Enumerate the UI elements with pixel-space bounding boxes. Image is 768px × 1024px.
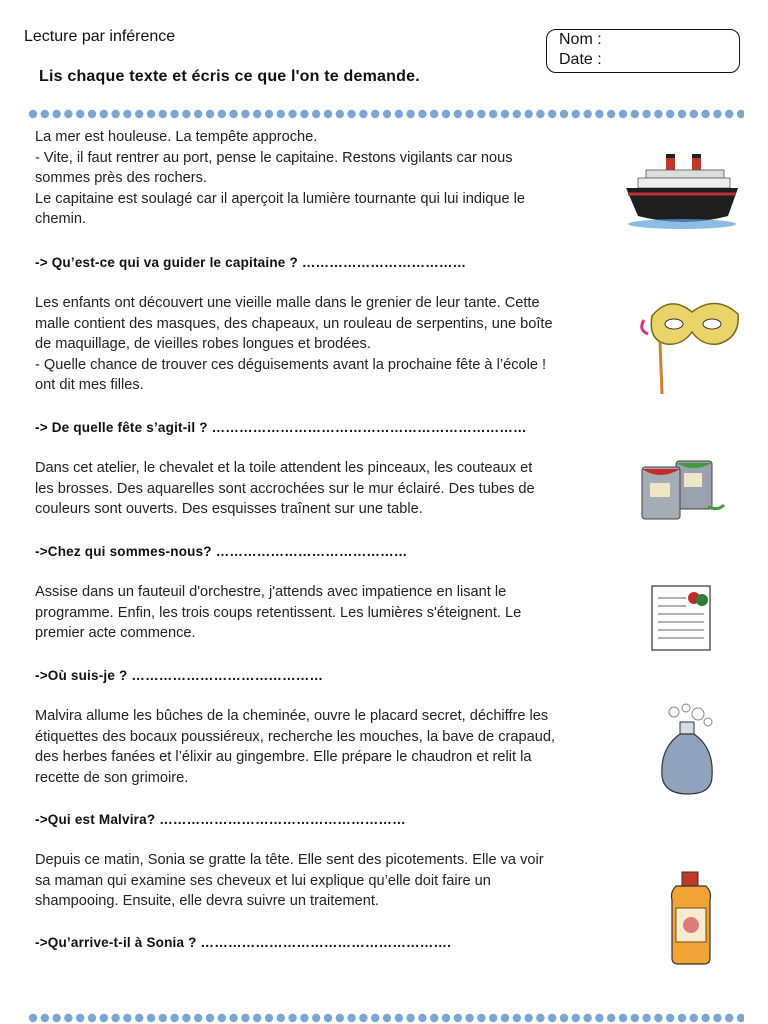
divider-dot bbox=[241, 110, 249, 118]
divider-dot bbox=[253, 110, 261, 118]
divider-dot bbox=[430, 1014, 438, 1022]
text-line: Assise dans un fauteuil d'orchestre, j'attends avec impatience en lisant le bbox=[35, 584, 507, 600]
divider-dot bbox=[182, 110, 190, 118]
divider-dot bbox=[678, 110, 686, 118]
divider-dot bbox=[100, 110, 108, 118]
divider-dot bbox=[52, 110, 60, 118]
divider-dot bbox=[607, 110, 615, 118]
divider-dot bbox=[383, 1014, 391, 1022]
divider-dot bbox=[336, 1014, 344, 1022]
divider-dot bbox=[159, 110, 167, 118]
divider-dot bbox=[513, 110, 521, 118]
text-line: premier acte commence. bbox=[35, 625, 196, 642]
divider-dot bbox=[406, 1014, 414, 1022]
divider-dot bbox=[371, 110, 379, 118]
text-line: recette de son grimoire. bbox=[35, 769, 189, 786]
divider-dot bbox=[194, 110, 202, 118]
exercise-2-question: -> De quelle fête s’agit-il ? …………………………………………………………… bbox=[35, 420, 527, 435]
divider-dot bbox=[265, 110, 273, 118]
divider-dot bbox=[725, 1014, 733, 1022]
date-label: Date : bbox=[559, 51, 602, 68]
divider-dot bbox=[182, 1014, 190, 1022]
divider-dot bbox=[383, 110, 391, 118]
divider-dot bbox=[64, 1014, 72, 1022]
text-line: La mer est houleuse. La tempête approche. bbox=[35, 129, 318, 145]
text-line: Depuis ce matin, Sonia se gratte la tête. Elle sent des picotements. Elle va voir bbox=[35, 852, 544, 868]
divider-dot bbox=[29, 110, 37, 118]
text-line: Le capitaine est soulagé car il aperçoit la lumière tournante qui lui indique le bbox=[35, 190, 526, 207]
text-line: Dans cet atelier, le chevalet et la toile attendent les pinceaux, les couteaux et bbox=[35, 460, 533, 476]
exercise-5-text bbox=[35, 706, 635, 788]
divider-dot bbox=[548, 110, 556, 118]
divider-dot bbox=[395, 1014, 403, 1022]
divider-dot bbox=[88, 1014, 96, 1022]
divider-dot bbox=[536, 110, 544, 118]
divider-dot bbox=[737, 1014, 744, 1022]
text-line: de maquillage, de vieilles robes longues et brodées. bbox=[35, 336, 371, 353]
divider-dot bbox=[465, 1014, 473, 1022]
worksheet-title: Lecture par inférence bbox=[24, 28, 176, 45]
divider-dot bbox=[725, 110, 733, 118]
divider-dot bbox=[654, 1014, 662, 1022]
divider-dot bbox=[465, 110, 473, 118]
divider-dot bbox=[41, 110, 49, 118]
divider-dot bbox=[324, 1014, 332, 1022]
divider-dot bbox=[690, 110, 698, 118]
top-dotted-divider bbox=[28, 108, 744, 120]
divider-dot bbox=[442, 1014, 450, 1022]
exercise-3-question: ->Chez qui sommes-nous? …………………………………… bbox=[35, 544, 408, 559]
divider-dot bbox=[229, 110, 237, 118]
divider-dot bbox=[666, 110, 674, 118]
divider-dot bbox=[583, 110, 591, 118]
divider-dot bbox=[359, 1014, 367, 1022]
divider-dot bbox=[489, 1014, 497, 1022]
divider-dot bbox=[619, 110, 627, 118]
name-date-box bbox=[546, 29, 740, 73]
exercise-4-text bbox=[35, 582, 635, 644]
divider-dot bbox=[88, 110, 96, 118]
carnival-mask-icon bbox=[640, 290, 746, 398]
divider-dot bbox=[229, 1014, 237, 1022]
divider-dot bbox=[218, 1014, 226, 1022]
divider-dot bbox=[76, 1014, 84, 1022]
divider-dot bbox=[477, 1014, 485, 1022]
paint-pots-icon bbox=[638, 455, 726, 523]
divider-dot bbox=[52, 1014, 60, 1022]
divider-dot bbox=[489, 110, 497, 118]
divider-dot bbox=[631, 110, 639, 118]
exercise-1-question: -> Qu’est-ce qui va guider le capitaine ? ……………………………… bbox=[35, 255, 467, 270]
divider-dot bbox=[277, 1014, 285, 1022]
divider-dot bbox=[442, 110, 450, 118]
divider-dot bbox=[170, 1014, 178, 1022]
divider-dot bbox=[595, 1014, 603, 1022]
divider-dot bbox=[277, 110, 285, 118]
text-line: ont dit mes filles. bbox=[35, 377, 144, 394]
divider-dot bbox=[513, 1014, 521, 1022]
divider-dot bbox=[701, 1014, 709, 1022]
divider-dot bbox=[218, 110, 226, 118]
divider-dot bbox=[572, 1014, 580, 1022]
divider-dot bbox=[583, 1014, 591, 1022]
shampoo-bottle-icon bbox=[668, 870, 714, 966]
divider-dot bbox=[324, 110, 332, 118]
divider-dot bbox=[371, 1014, 379, 1022]
divider-dot bbox=[607, 1014, 615, 1022]
divider-dot bbox=[678, 1014, 686, 1022]
exercise-3-text bbox=[35, 458, 635, 520]
exercise-5-question: ->Qui est Malvira? ……………………………………………… bbox=[35, 812, 406, 827]
divider-dot bbox=[41, 1014, 49, 1022]
divider-dot bbox=[524, 1014, 532, 1022]
divider-dot bbox=[123, 110, 131, 118]
divider-dot bbox=[265, 1014, 273, 1022]
divider-dot bbox=[713, 1014, 721, 1022]
exercise-4-question: ->Où suis-je ? …………………………………… bbox=[35, 668, 324, 683]
divider-dot bbox=[241, 1014, 249, 1022]
divider-dot bbox=[312, 1014, 320, 1022]
divider-dot bbox=[560, 1014, 568, 1022]
divider-dot bbox=[135, 1014, 143, 1022]
divider-dot bbox=[690, 1014, 698, 1022]
divider-dot bbox=[347, 110, 355, 118]
divider-dot bbox=[135, 110, 143, 118]
divider-dot bbox=[701, 110, 709, 118]
text-line: sommes près des rochers. bbox=[35, 170, 207, 187]
exercise-2-text bbox=[35, 293, 635, 396]
divider-dot bbox=[501, 110, 509, 118]
divider-dot bbox=[147, 1014, 155, 1022]
text-line: - Quelle chance de trouver ces déguisements avant la prochaine fête à l’école ! bbox=[35, 356, 547, 373]
potion-bottle-icon bbox=[656, 702, 720, 798]
divider-dot bbox=[548, 1014, 556, 1022]
divider-dot bbox=[454, 1014, 462, 1022]
exercise-6-text bbox=[35, 850, 635, 912]
divider-dot bbox=[288, 110, 296, 118]
theater-program-icon bbox=[650, 584, 714, 654]
divider-dot bbox=[359, 110, 367, 118]
divider-dot bbox=[76, 110, 84, 118]
divider-dot bbox=[406, 110, 414, 118]
divider-dot bbox=[253, 1014, 261, 1022]
divider-dot bbox=[666, 1014, 674, 1022]
divider-dot bbox=[713, 110, 721, 118]
divider-dot bbox=[430, 110, 438, 118]
divider-dot bbox=[395, 110, 403, 118]
divider-dot bbox=[159, 1014, 167, 1022]
instruction: Lis chaque texte et écris ce que l'on te demande. bbox=[39, 68, 420, 85]
name-label: Nom : bbox=[559, 31, 602, 48]
divider-dot bbox=[288, 1014, 296, 1022]
divider-dot bbox=[100, 1014, 108, 1022]
text-line: étiquettes des bocaux poussiéreux, recherche les mouches, la bave de crapaud, bbox=[35, 728, 556, 745]
divider-dot bbox=[300, 110, 308, 118]
divider-dot bbox=[642, 110, 650, 118]
divider-dot bbox=[560, 110, 568, 118]
text-line: couleurs sont ouverts. Des esquisses traînent sur une table. bbox=[35, 501, 423, 518]
divider-dot bbox=[147, 110, 155, 118]
divider-dot bbox=[654, 110, 662, 118]
exercise-1-text bbox=[35, 127, 635, 230]
divider-dot bbox=[737, 110, 744, 118]
divider-dot bbox=[194, 1014, 202, 1022]
text-line: Malvira allume les bûches de la cheminée, ouvre le placard secret, déchiffre les bbox=[35, 708, 549, 724]
text-line: chemin. bbox=[35, 211, 87, 228]
divider-dot bbox=[619, 1014, 627, 1022]
text-line: des herbes fanées et l’élixir au gingembre. Elle prépare le chaudron et relit la bbox=[35, 749, 532, 766]
divider-dot bbox=[312, 110, 320, 118]
divider-dot bbox=[642, 1014, 650, 1022]
ship-icon bbox=[624, 150, 740, 232]
divider-dot bbox=[572, 110, 580, 118]
text-line: malle contient des masques, des chapeaux, un rouleau de serpentins, une boîte bbox=[35, 315, 553, 332]
bottom-dotted-divider bbox=[28, 1012, 744, 1024]
divider-dot bbox=[300, 1014, 308, 1022]
text-line: Les enfants ont découvert une vieille malle dans le grenier de leur tante. Cette bbox=[35, 295, 540, 311]
text-line: shampooing. Ensuite, elle devra suivre un traitement. bbox=[35, 893, 379, 910]
divider-dot bbox=[418, 110, 426, 118]
divider-dot bbox=[536, 1014, 544, 1022]
divider-dot bbox=[347, 1014, 355, 1022]
divider-dot bbox=[206, 1014, 214, 1022]
divider-dot bbox=[123, 1014, 131, 1022]
divider-dot bbox=[111, 110, 119, 118]
text-line: - Vite, il faut rentrer au port, pense le capitaine. Restons vigilants car nous bbox=[35, 149, 513, 166]
divider-dot bbox=[206, 110, 214, 118]
text-line: programme. Enfin, les trois coups retentissent. Les lumières s'éteignent. Le bbox=[35, 604, 522, 621]
divider-dot bbox=[454, 110, 462, 118]
divider-dot bbox=[595, 110, 603, 118]
exercise-6-question: ->Qu’arrive-t-il à Sonia ? ………………………………………………. bbox=[35, 935, 452, 950]
divider-dot bbox=[111, 1014, 119, 1022]
divider-dot bbox=[418, 1014, 426, 1022]
divider-dot bbox=[501, 1014, 509, 1022]
divider-dot bbox=[170, 110, 178, 118]
divider-dot bbox=[477, 110, 485, 118]
divider-dot bbox=[29, 1014, 37, 1022]
divider-dot bbox=[524, 110, 532, 118]
divider-dot bbox=[336, 110, 344, 118]
text-line: les brosses. Des aquarelles sont accrochées sur le mur éclairé. Des tubes de bbox=[35, 480, 535, 497]
divider-dot bbox=[631, 1014, 639, 1022]
divider-dot bbox=[64, 110, 72, 118]
text-line: sa maman qui examine ses cheveux et lui explique qu’elle doit faire un bbox=[35, 872, 491, 889]
